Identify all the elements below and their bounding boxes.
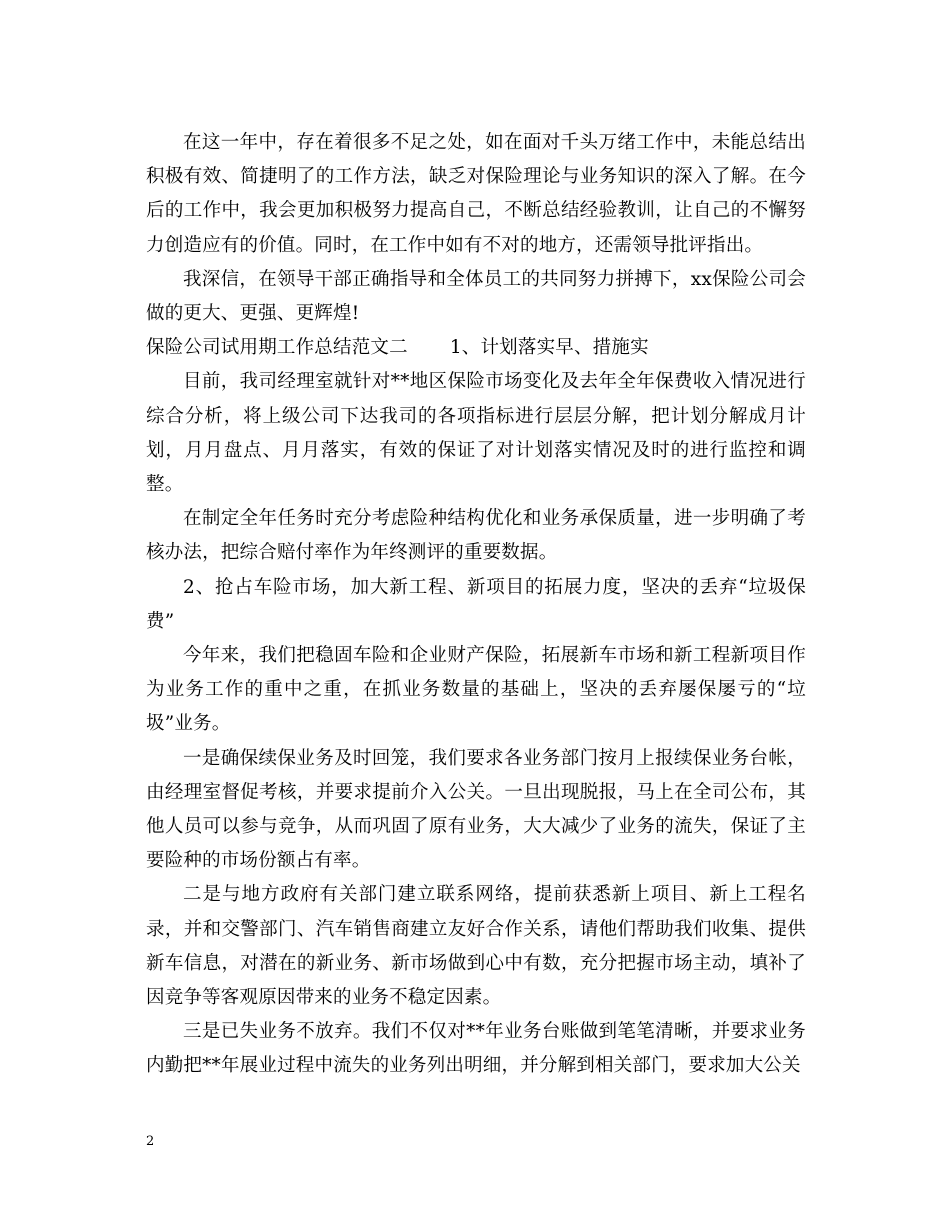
paragraph-point-one: 一是确保续保业务及时回笼，我们要求各业务部门按月上报续保业务台帐，由经理室督促考核，并要求提前介入公关。一旦出现脱报，马上在全司公布，其他人员可以参与竞争，从而巩固了原有业务，大大减少了业务的流失，保证了主要险种的市场份额占有率。	[146, 747, 806, 872]
paragraph-plan-analysis: 目前，我司经理室就针对**地区保险市场变化及去年全年保费收入情况进行综合分析，将上级公司下达我司的各项指标进行层层分解，把计划分解成月计划，月月盘点、月月落实，有效的保证了对计划落实情况及时的进行监控和调整。	[146, 371, 806, 496]
page-number: 2	[146, 1134, 155, 1149]
paragraph-task-setting: 在制定全年任务时充分考虑险种结构优化和业务承保质量，进一步明确了考核办法，把综合赔付率作为年终测评的重要数据。	[146, 508, 806, 564]
document-body	[146, 126, 806, 1084]
paragraph-this-year: 今年来，我们把稳固车险和企业财产保险，拓展新车市场和新工程新项目作为业务工作的重中之重，在抓业务数量的基础上，坚决的丢弃屡保屡亏的“垃圾”业务。	[146, 645, 806, 735]
section-title: 保险公司试用期工作总结范文二	[146, 337, 408, 359]
section-heading	[146, 331, 806, 365]
paragraph-shortcomings: 在这一年中，存在着很多不足之处，如在面对千头万绪工作中，未能总结出积极有效、简捷明了的工作方法，缺乏对保险理论与业务知识的深入了解。在今后的工作中，我会更加积极努力提高自己，不断总结经验教训，让自己的不懈努力创造应有的价值。同时，在工作中如有不对的地方，还需领导批评指出。	[146, 132, 806, 256]
section-subtitle: 1、计划落实早、措施实	[449, 337, 649, 359]
paragraph-point-three: 三是已失业务不放弃。我们不仅对**年业务台账做到笔笔清晰，并要求业务内勤把**年展业过程中流失的业务列出明细，并分解到相关部门，要求加大公关	[146, 1021, 806, 1077]
paragraph-confidence: 我深信，在领导干部正确指导和全体员工的共同努力拼搏下，xx保险公司会做的更大、更强、更辉煌!	[146, 268, 806, 325]
paragraph-subheading-car-insurance: 2、抢占车险市场，加大新工程、新项目的拓展力度，坚决的丢弃“垃圾保费”	[146, 576, 806, 632]
paragraph-point-two: 二是与地方政府有关部门建立联系网络，提前获悉新上项目、新上工程名录，并和交警部门、汽车销售商建立友好合作关系，请他们帮助我们收集、提供新车信息，对潜在的新业务、新市场做到心中有数，充分把握市场主动，填补了因竞争等客观原因带来的业务不稳定因素。	[146, 884, 806, 1009]
